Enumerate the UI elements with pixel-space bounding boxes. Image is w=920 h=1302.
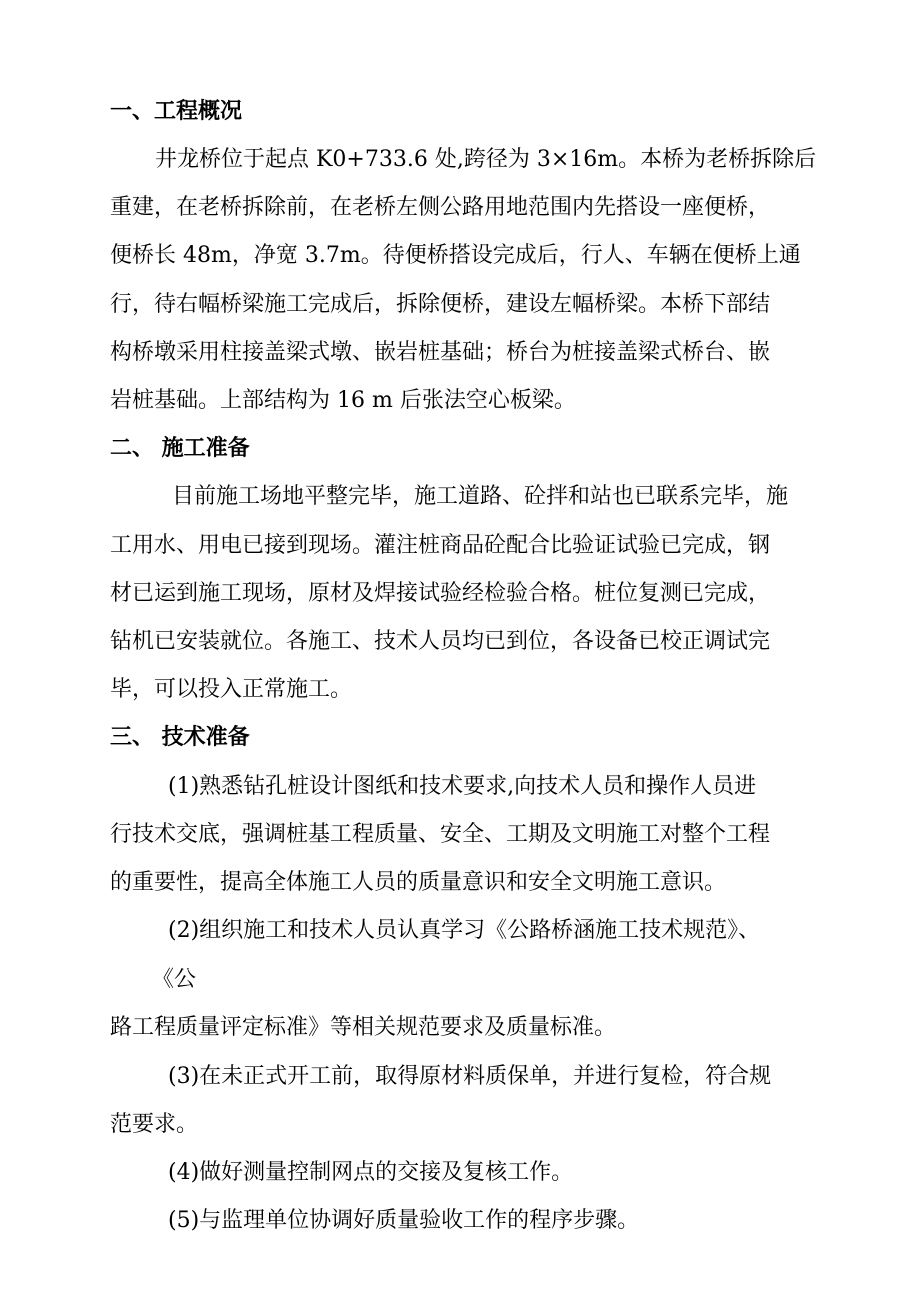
- section-2-line-4: 钻机已安装就位。各施工、技术人员均已到位，各设备已校正调试完: [110, 629, 771, 654]
- section-3-line-4: (2)组织施工和技术人员认真学习《公路桥涵施工技术规范》、: [168, 918, 761, 943]
- section-1-line-4: 行，待右幅桥梁施工完成后，拆除便桥，建设左幅桥梁。本桥下部结: [110, 292, 771, 317]
- section-1-line-6: 岩桩基础。上部结构为 16 m 后张法空心板梁。: [110, 388, 576, 413]
- section-3-line-9: (4)做好测量控制网点的交接及复核工作。: [168, 1160, 574, 1185]
- section-1-line-5: 构桥墩采用柱接盖梁式墩、嵌岩桩基础；桥台为桩接盖梁式桥台、嵌: [110, 340, 771, 365]
- section-3-line-10: (5)与监理单位协调好质量验收工作的程序步骤。: [168, 1208, 640, 1233]
- section-3-line-5: 《公: [152, 967, 197, 992]
- section-3-line-8: 范要求。: [110, 1112, 199, 1137]
- section-3-line-1: (1)熟悉钻孔桩设计图纸和技术要求,向技术人员和操作人员进: [168, 774, 757, 799]
- section-1-heading: 一、工程概况: [110, 99, 243, 124]
- section-3-heading: 三、 技术准备: [110, 725, 250, 750]
- section-3-line-6: 路工程质量评定标准》等相关规范要求及质量标准。: [110, 1015, 617, 1040]
- section-2-line-3: 材已运到施工现场，原材及焊接试验经检验合格。桩位复测已完成，: [110, 581, 771, 606]
- section-3-line-7: (3)在未正式开工前，取得原材料质保单，并进行复检，符合规: [168, 1064, 772, 1089]
- section-2-line-5: 毕，可以投入正常施工。: [110, 677, 353, 702]
- section-1-line-3: 便桥长 48m，净宽 3.7m。待便桥搭设完成后，行人、车辆在便桥上通: [110, 243, 801, 268]
- section-3-line-3: 的重要性，提高全体施工人员的质量意识和安全文明施工意识。: [110, 870, 727, 895]
- section-2-line-1: 目前施工场地平整完毕，施工道路、砼拌和站也已联系完毕，施: [172, 484, 789, 509]
- section-1-line-1: 井龙桥位于起点 K0+733.6 处,跨径为 3×16m。本桥为老桥拆除后: [155, 147, 817, 172]
- section-3-line-2: 行技术交底，强调桩基工程质量、安全、工期及文明施工对整个工程: [110, 822, 771, 847]
- section-1-line-2: 重建，在老桥拆除前，在老桥左侧公路用地范围内先搭设一座便桥，: [110, 195, 771, 220]
- section-2-line-2: 工用水、用电已接到现场。灌注桩商品砼配合比验证试验已完成，钢: [110, 533, 771, 558]
- section-2-heading: 二、 施工准备: [110, 436, 250, 461]
